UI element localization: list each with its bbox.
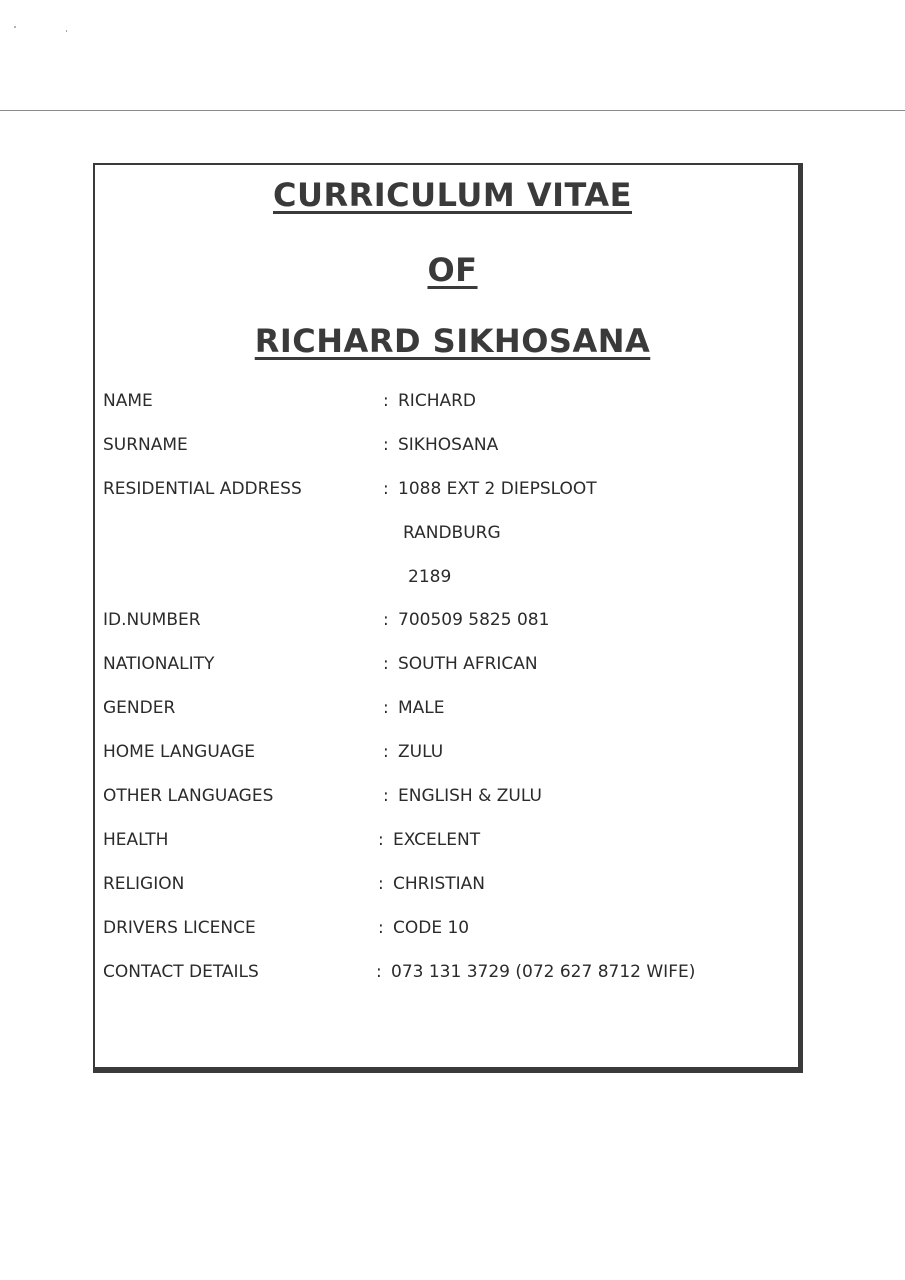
field-label: RELIGION	[103, 874, 185, 894]
field-value: CODE 10	[393, 918, 470, 938]
field-value-wrap	[378, 915, 469, 941]
field-row-nationality	[103, 651, 793, 677]
field-value-wrap	[383, 695, 445, 721]
field-value: 1088 EXT 2 DIEPSLOOT	[398, 479, 597, 499]
field-separator: :	[378, 874, 384, 894]
scan-speck	[14, 26, 16, 28]
field-value: EXCELENT	[393, 830, 481, 850]
field-label: ID.NUMBER	[103, 610, 201, 630]
field-value: 700509 5825 081	[398, 610, 550, 630]
field-row-contact-details	[103, 959, 793, 985]
field-row-id-number	[103, 607, 793, 633]
field-label: HEALTH	[103, 830, 169, 850]
cv-title-line-1	[0, 175, 905, 215]
field-row-home-language	[103, 739, 793, 765]
field-separator: :	[383, 391, 389, 411]
field-value: SOUTH AFRICAN	[398, 654, 538, 674]
field-row-other-languages	[103, 783, 793, 809]
field-row-religion	[103, 871, 793, 897]
field-value-wrap	[378, 827, 480, 853]
field-row-health	[103, 827, 793, 853]
field-separator: :	[376, 962, 382, 982]
field-value-wrap	[383, 739, 443, 765]
field-label: CONTACT DETAILS	[103, 962, 259, 982]
field-label: HOME LANGUAGE	[103, 742, 256, 762]
field-separator: :	[383, 435, 389, 455]
field-label: RESIDENTIAL ADDRESS	[103, 479, 302, 499]
cv-title-line-2	[0, 250, 905, 290]
field-value-wrap	[383, 651, 538, 677]
field-value: CHRISTIAN	[393, 874, 486, 894]
cv-title-text: CURRICULUM VITAE	[273, 176, 632, 214]
field-value-wrap	[383, 476, 597, 502]
field-value-wrap	[378, 871, 485, 897]
address-line-postcode: 2189	[408, 567, 452, 587]
field-row-surname	[103, 432, 793, 458]
field-label: OTHER LANGUAGES	[103, 786, 274, 806]
field-label: GENDER	[103, 698, 176, 718]
field-row-gender	[103, 695, 793, 721]
field-separator: :	[383, 742, 389, 762]
field-value-wrap	[376, 959, 695, 985]
field-label: NATIONALITY	[103, 654, 215, 674]
field-value: ZULU	[398, 742, 444, 762]
field-value-wrap	[383, 607, 549, 633]
field-separator: :	[383, 698, 389, 718]
field-label: SURNAME	[103, 435, 188, 455]
field-label: DRIVERS LICENCE	[103, 918, 256, 938]
field-row-name	[103, 388, 793, 414]
field-value: 073 131 3729 (072 627 8712 WIFE)	[391, 962, 696, 982]
field-row-drivers-licence	[103, 915, 793, 941]
field-value: RICHARD	[398, 391, 477, 411]
field-value: ENGLISH & ZULU	[398, 786, 542, 806]
scan-speck	[66, 30, 67, 32]
field-separator: :	[383, 786, 389, 806]
field-value: SIKHOSANA	[398, 435, 499, 455]
field-separator: :	[378, 830, 384, 850]
cv-title-text: OF	[427, 251, 478, 289]
field-separator: :	[383, 479, 389, 499]
field-separator: :	[383, 654, 389, 674]
field-value-wrap	[383, 432, 498, 458]
field-value-wrap	[383, 783, 542, 809]
cv-title-line-3	[0, 321, 905, 361]
field-value: MALE	[398, 698, 445, 718]
scan-separator-line	[0, 110, 905, 111]
cv-title-text: RICHARD SIKHOSANA	[254, 322, 651, 360]
field-separator: :	[383, 610, 389, 630]
address-line-city: RANDBURG	[403, 523, 501, 543]
field-value-wrap	[383, 388, 476, 414]
field-separator: :	[378, 918, 384, 938]
field-label: NAME	[103, 391, 153, 411]
field-row-residential-address	[103, 476, 793, 502]
